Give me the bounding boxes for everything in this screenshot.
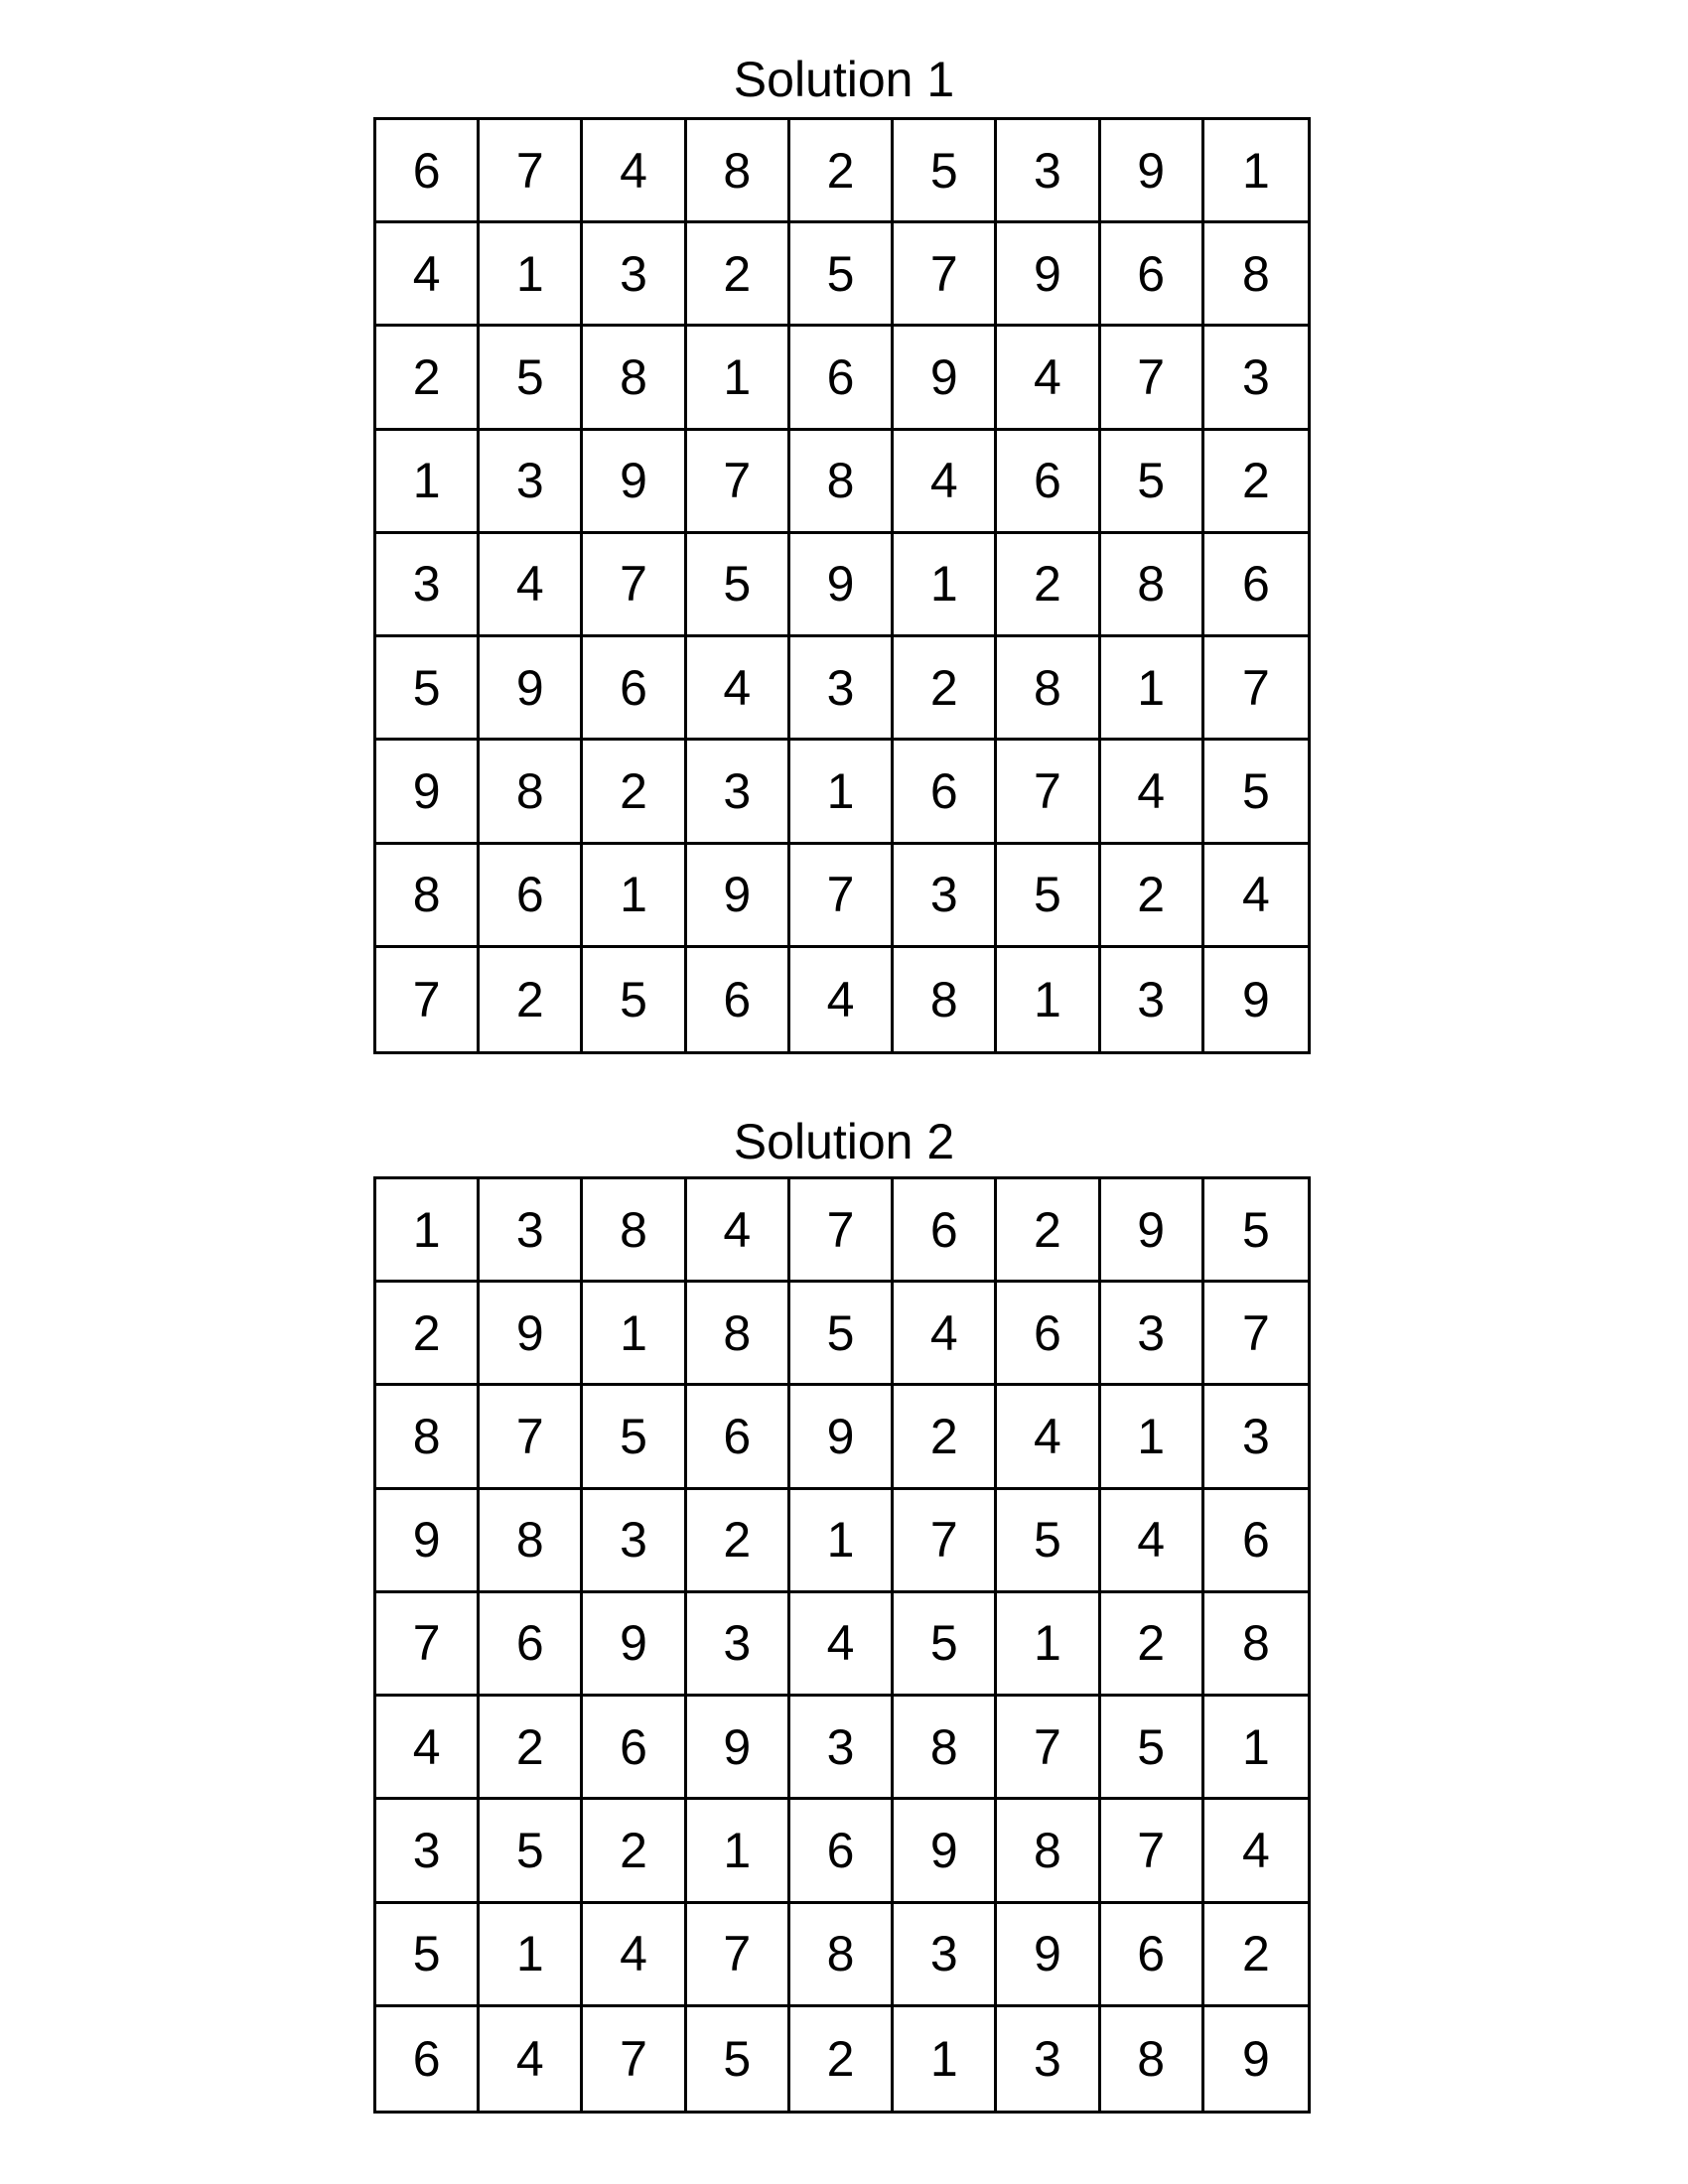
grid-cell: 8 bbox=[790, 431, 894, 534]
grid-cell: 1 bbox=[790, 1490, 894, 1593]
grid-cell: 1 bbox=[480, 1904, 583, 2007]
grid-cell: 4 bbox=[480, 2007, 583, 2111]
grid-cell: 5 bbox=[790, 1283, 894, 1386]
grid-cell: 3 bbox=[376, 534, 480, 637]
grid-cell: 6 bbox=[687, 948, 790, 1051]
grid-cell: 3 bbox=[997, 2007, 1100, 2111]
grid-cell: 4 bbox=[687, 637, 790, 741]
grid-cell: 1 bbox=[583, 845, 686, 948]
grid-cell: 4 bbox=[480, 534, 583, 637]
grid-cell: 5 bbox=[583, 1386, 686, 1489]
grid-cell: 5 bbox=[1101, 1697, 1204, 1800]
grid-cell: 4 bbox=[997, 327, 1100, 430]
grid-cell: 2 bbox=[583, 1800, 686, 1903]
grid-cell: 2 bbox=[687, 223, 790, 327]
grid-cell: 6 bbox=[790, 1800, 894, 1903]
grid-cell: 4 bbox=[583, 1904, 686, 2007]
grid-cell: 5 bbox=[894, 120, 997, 223]
grid-cell: 7 bbox=[790, 1179, 894, 1283]
grid-cell: 9 bbox=[1101, 1179, 1204, 1283]
grid-cell: 5 bbox=[687, 2007, 790, 2111]
grid-cell: 4 bbox=[376, 1697, 480, 1800]
grid-cell: 3 bbox=[997, 120, 1100, 223]
grid-cell: 3 bbox=[1204, 1386, 1308, 1489]
grid-cell: 1 bbox=[1101, 637, 1204, 741]
grid-cell: 6 bbox=[1101, 1904, 1204, 2007]
grid-cell: 9 bbox=[687, 1697, 790, 1800]
grid-cell: 7 bbox=[790, 845, 894, 948]
grid-cell: 6 bbox=[480, 1593, 583, 1697]
grid-cell: 5 bbox=[583, 948, 686, 1051]
grid-cell: 7 bbox=[687, 431, 790, 534]
grid-cell: 7 bbox=[997, 741, 1100, 844]
grid-cell: 5 bbox=[1204, 741, 1308, 844]
grid-cell: 7 bbox=[376, 1593, 480, 1697]
grid-cell: 9 bbox=[894, 327, 997, 430]
grid-cell: 8 bbox=[480, 1490, 583, 1593]
grid-cell: 3 bbox=[583, 1490, 686, 1593]
grid-cell: 5 bbox=[480, 1800, 583, 1903]
grid-cell: 3 bbox=[583, 223, 686, 327]
grid-cell: 4 bbox=[1101, 741, 1204, 844]
grid-cell: 8 bbox=[997, 637, 1100, 741]
grid-cell: 2 bbox=[894, 637, 997, 741]
grid-cell: 2 bbox=[480, 948, 583, 1051]
grid-cell: 9 bbox=[997, 1904, 1100, 2007]
grid-cell: 9 bbox=[894, 1800, 997, 1903]
grid-cell: 4 bbox=[1204, 1800, 1308, 1903]
grid-cell: 3 bbox=[480, 1179, 583, 1283]
grid-cell: 3 bbox=[376, 1800, 480, 1903]
grid-cell: 8 bbox=[480, 741, 583, 844]
grid-cell: 8 bbox=[583, 1179, 686, 1283]
grid-cell: 1 bbox=[376, 431, 480, 534]
grid-cell: 8 bbox=[687, 120, 790, 223]
grid-cell: 7 bbox=[1204, 637, 1308, 741]
grid-cell: 1 bbox=[790, 741, 894, 844]
grid-cell: 1 bbox=[687, 1800, 790, 1903]
grid-cell: 7 bbox=[997, 1697, 1100, 1800]
grid-cell: 7 bbox=[894, 223, 997, 327]
solution-1-title: Solution 1 bbox=[733, 52, 955, 107]
grid-cell: 1 bbox=[480, 223, 583, 327]
grid-cell: 9 bbox=[376, 741, 480, 844]
grid-cell: 1 bbox=[1204, 1697, 1308, 1800]
grid-cell: 3 bbox=[1204, 327, 1308, 430]
grid-cell: 6 bbox=[1101, 223, 1204, 327]
grid-cell: 4 bbox=[1101, 1490, 1204, 1593]
grid-cell: 6 bbox=[997, 431, 1100, 534]
grid-cell: 4 bbox=[687, 1179, 790, 1283]
grid-cell: 7 bbox=[894, 1490, 997, 1593]
grid-cell: 5 bbox=[687, 534, 790, 637]
grid-cell: 7 bbox=[1204, 1283, 1308, 1386]
grid-cell: 4 bbox=[790, 1593, 894, 1697]
grid-cell: 4 bbox=[376, 223, 480, 327]
grid-cell: 2 bbox=[583, 741, 686, 844]
grid-cell: 4 bbox=[894, 431, 997, 534]
grid-cell: 6 bbox=[583, 1697, 686, 1800]
grid-cell: 4 bbox=[583, 120, 686, 223]
grid-cell: 6 bbox=[1204, 1490, 1308, 1593]
grid-cell: 3 bbox=[1101, 1283, 1204, 1386]
grid-cell: 2 bbox=[1101, 845, 1204, 948]
grid-cell: 5 bbox=[894, 1593, 997, 1697]
grid-cell: 9 bbox=[583, 1593, 686, 1697]
grid-cell: 8 bbox=[687, 1283, 790, 1386]
grid-cell: 1 bbox=[376, 1179, 480, 1283]
solution-2-title: Solution 2 bbox=[733, 1114, 955, 1169]
grid-cell: 3 bbox=[687, 741, 790, 844]
grid-cell: 9 bbox=[583, 431, 686, 534]
grid-cell: 9 bbox=[1101, 120, 1204, 223]
grid-cell: 7 bbox=[687, 1904, 790, 2007]
grid-cell: 8 bbox=[376, 845, 480, 948]
grid-cell: 7 bbox=[1101, 1800, 1204, 1903]
grid-cell: 3 bbox=[687, 1593, 790, 1697]
grid-cell: 2 bbox=[997, 534, 1100, 637]
grid-cell: 7 bbox=[583, 534, 686, 637]
grid-cell: 4 bbox=[894, 1283, 997, 1386]
grid-cell: 1 bbox=[997, 1593, 1100, 1697]
grid-cell: 3 bbox=[790, 1697, 894, 1800]
grid-cell: 1 bbox=[687, 327, 790, 430]
grid-cell: 4 bbox=[997, 1386, 1100, 1489]
grid-cell: 8 bbox=[894, 948, 997, 1051]
grid-cell: 5 bbox=[376, 637, 480, 741]
grid-cell: 7 bbox=[480, 1386, 583, 1489]
grid-cell: 7 bbox=[1101, 327, 1204, 430]
grid-cell: 9 bbox=[997, 223, 1100, 327]
grid-cell: 1 bbox=[997, 948, 1100, 1051]
grid-cell: 5 bbox=[997, 845, 1100, 948]
grid-cell: 9 bbox=[790, 1386, 894, 1489]
grid-cell: 7 bbox=[583, 2007, 686, 2111]
grid-cell: 5 bbox=[997, 1490, 1100, 1593]
grid-cell: 8 bbox=[1204, 1593, 1308, 1697]
grid-cell: 1 bbox=[1101, 1386, 1204, 1489]
grid-cell: 9 bbox=[790, 534, 894, 637]
grid-cell: 2 bbox=[376, 327, 480, 430]
grid-cell: 2 bbox=[376, 1283, 480, 1386]
grid-cell: 9 bbox=[376, 1490, 480, 1593]
grid-cell: 8 bbox=[1101, 2007, 1204, 2111]
grid-cell: 3 bbox=[894, 1904, 997, 2007]
grid-cell: 3 bbox=[1101, 948, 1204, 1051]
grid-cell: 9 bbox=[1241, 2030, 1270, 2087]
grid-cell: 8 bbox=[790, 1904, 894, 2007]
grid-cell: 2 bbox=[1101, 1593, 1204, 1697]
grid-cell: 2 bbox=[997, 1179, 1100, 1283]
grid-cell: 3 bbox=[790, 637, 894, 741]
grid-cell: 6 bbox=[894, 741, 997, 844]
grid-cell: 9 bbox=[480, 637, 583, 741]
grid-cell: 2 bbox=[894, 1386, 997, 1489]
grid-cell: 5 bbox=[1204, 1179, 1308, 1283]
grid-cell: 2 bbox=[1204, 431, 1308, 534]
solution-2-grid bbox=[373, 1176, 1311, 2114]
grid-cell: 8 bbox=[376, 1386, 480, 1489]
grid-cell: 3 bbox=[480, 431, 583, 534]
grid-cell: 5 bbox=[790, 223, 894, 327]
grid-cell: 6 bbox=[376, 2007, 480, 2111]
grid-cell: 2 bbox=[790, 120, 894, 223]
grid-cell: 8 bbox=[1204, 223, 1308, 327]
grid-cell: 4 bbox=[790, 948, 894, 1051]
grid-cell: 6 bbox=[480, 845, 583, 948]
grid-cell: 7 bbox=[480, 120, 583, 223]
grid-cell: 2 bbox=[790, 2007, 894, 2111]
grid-cell: 6 bbox=[376, 120, 480, 223]
grid-cell: 9 bbox=[687, 845, 790, 948]
grid-cell: 2 bbox=[480, 1697, 583, 1800]
grid-cell: 5 bbox=[480, 327, 583, 430]
grid-cell: 8 bbox=[583, 327, 686, 430]
grid-cell: 4 bbox=[1204, 845, 1308, 948]
grid-cell: 8 bbox=[894, 1697, 997, 1800]
grid-cell: 2 bbox=[687, 1490, 790, 1593]
grid-cell: 6 bbox=[894, 1179, 997, 1283]
grid-cell: 1 bbox=[894, 2007, 997, 2111]
grid-cell: 2 bbox=[1204, 1904, 1308, 2007]
grid-cell: 9 bbox=[1241, 971, 1270, 1027]
grid-cell: 1 bbox=[1204, 120, 1308, 223]
grid-cell: 6 bbox=[997, 1283, 1100, 1386]
grid-cell: 7 bbox=[376, 948, 480, 1051]
grid-cell: 5 bbox=[376, 1904, 480, 2007]
grid-cell: 5 bbox=[1101, 431, 1204, 534]
grid-cell: 6 bbox=[1204, 534, 1308, 637]
grid-cell: 6 bbox=[583, 637, 686, 741]
grid-cell: 1 bbox=[894, 534, 997, 637]
grid-cell: 8 bbox=[1101, 534, 1204, 637]
grid-cell: 8 bbox=[997, 1800, 1100, 1903]
grid-cell: 6 bbox=[790, 327, 894, 430]
grid-cell: 9 bbox=[480, 1283, 583, 1386]
grid-cell: 1 bbox=[583, 1283, 686, 1386]
grid-cell: 3 bbox=[894, 845, 997, 948]
solution-1-grid bbox=[373, 117, 1311, 1054]
grid-cell: 6 bbox=[687, 1386, 790, 1489]
